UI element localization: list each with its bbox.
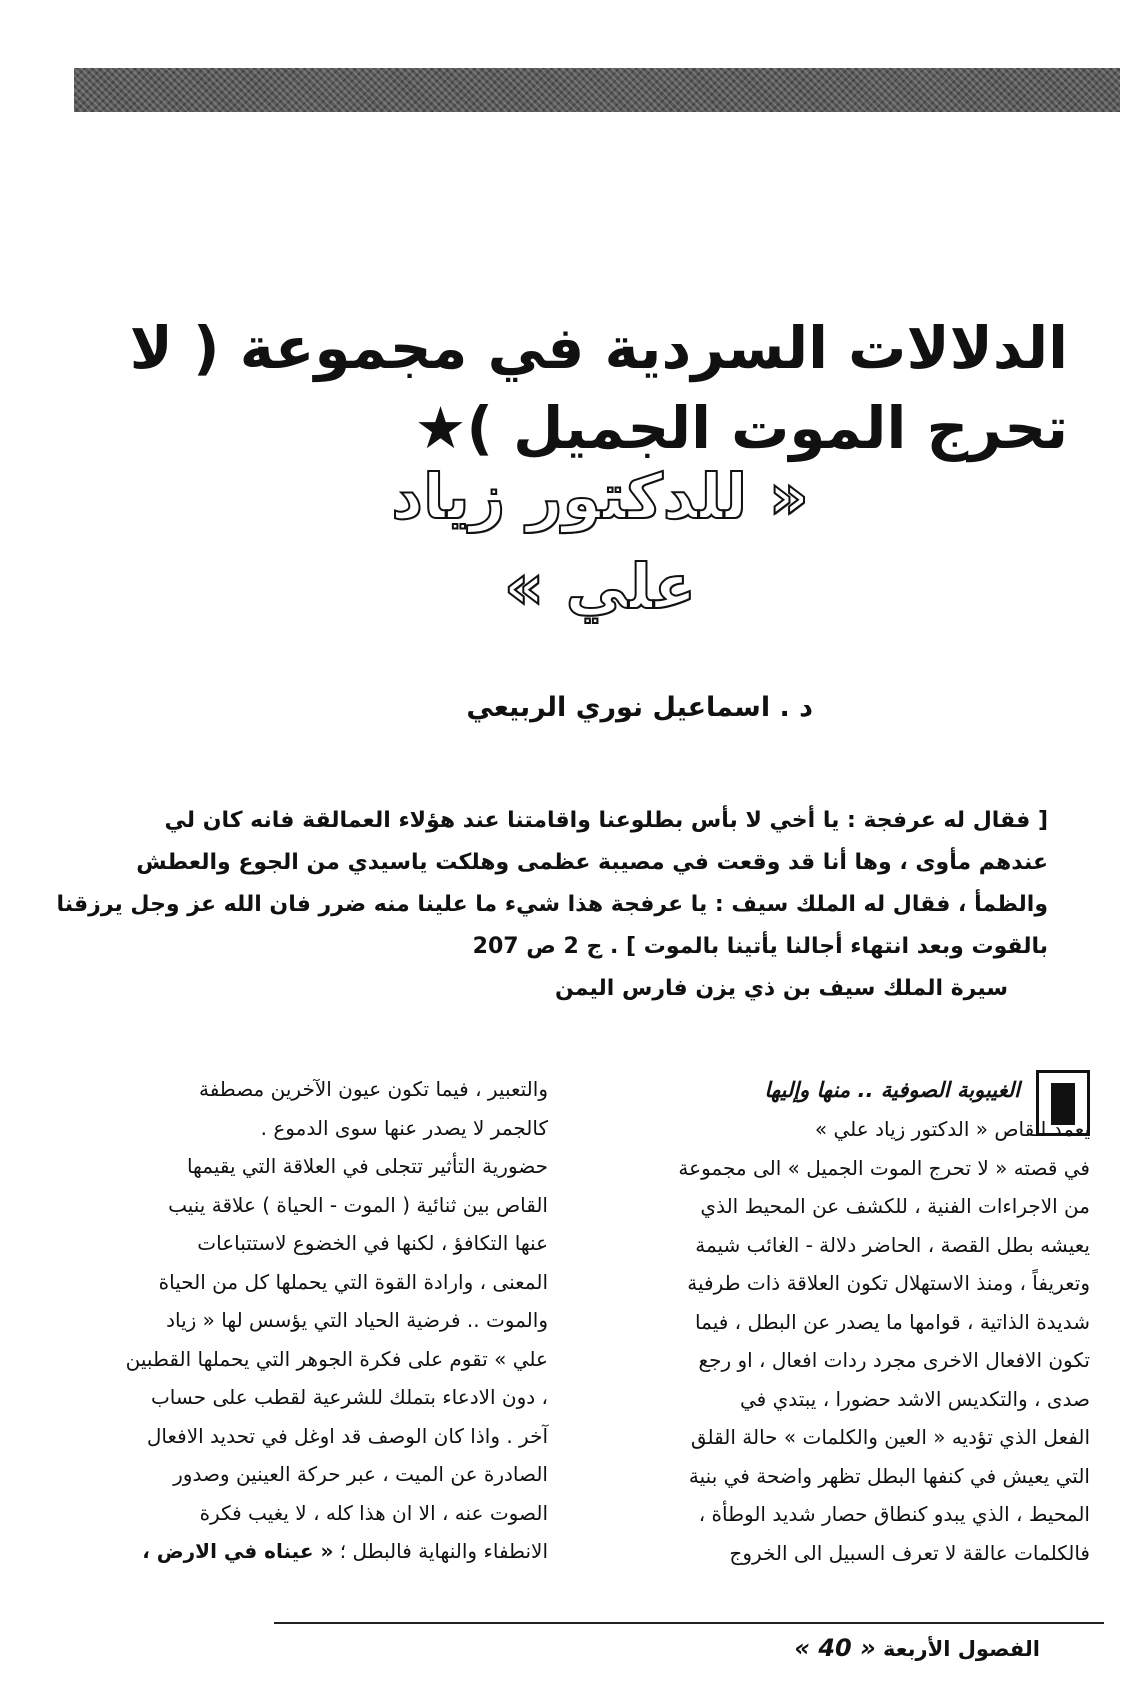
- paragraph-line: والتعبير ، فيما تكون عيون الآخرين مصطفة: [198, 1077, 548, 1101]
- right-column: [660, 1110, 1090, 1572]
- paragraph-line-last: [78, 1532, 548, 1571]
- paragraph-line: شديدة الذاتية ، قوامها ما يصدر عن البطل ، فيما: [695, 1309, 1090, 1334]
- quote-line: بالقوت وبعد انتهاء أجالنا يأتينا بالموت ] . ج 2 ص 207: [472, 934, 1048, 959]
- article-subtitle: « للدكتور زياد علي »: [391, 460, 809, 623]
- paragraph-line: من الاجراءات الفنية ، للكشف عن المحيط الذي: [700, 1194, 1090, 1218]
- paragraph-line: المحيط ، الذي يبدو كنطاق حصار شديد الوطأة ،: [698, 1502, 1090, 1526]
- paragraph-line: الفعل الذي تؤديه « العين والكلمات » حالة القلق: [690, 1425, 1090, 1449]
- article-title: الدلالات السردية في مجموعة ( لا تحرج الموت الجميل )★: [129, 314, 1068, 462]
- paragraph-line: في قصته « لا تحرج الموت الجميل » الى مجموعة: [678, 1155, 1090, 1180]
- footer-rule: [274, 1622, 1104, 1624]
- section-heading: الغيبوبة الصوفية .. منها وإليها: [764, 1078, 1020, 1102]
- page-number: « 40 »: [794, 1634, 876, 1662]
- paragraph-line: حضورية التأثير تتجلى في العلاقة التي يقيمها: [186, 1154, 548, 1178]
- paragraph-line: آخر . واذا كان الوصف قد اوغل في تحديد الافعال: [146, 1423, 548, 1448]
- paragraph-line: يعمد القاص « الدكتور زياد علي »: [814, 1117, 1090, 1141]
- paragraph-line: الصوت عنه ، الا ان هذا كله ، لا يغيب فكرة: [199, 1500, 548, 1525]
- bold-phrase: « عيناه في الارض ،: [142, 1539, 334, 1563]
- paragraph-line: التي يعيش في كنفها البطل تظهر واضحة في بنية: [688, 1463, 1090, 1488]
- paragraph-line: يعيشه بطل القصة ، الحاضر دلالة - الغائب شيمة: [695, 1232, 1090, 1257]
- paragraph-text: الانطفاء والنهاية فالبطل ؛: [339, 1539, 548, 1563]
- quote-line: عندهم مأوى ، وها أنا قد وقعت في مصيبة عظمى وهلكت ياسيدي من الجوع والعطش: [136, 850, 1048, 875]
- quote-line: [ فقال له عرفجة : يا أخي لا بأس بطلوعنا واقامتنا عند هؤلاء العمالقة فانه كان لي: [164, 808, 1048, 833]
- author-name: د . اسماعيل نوري الربيعي: [466, 692, 813, 723]
- paragraph-line: كالجمر لا يصدر عنها سوى الدموع .: [260, 1115, 548, 1140]
- paragraph-line: والموت .. فرضية الحياد التي يؤسس لها « زياد: [166, 1308, 548, 1332]
- page-footer: [794, 1630, 1040, 1667]
- quote-source: سيرة الملك سيف بن ذي يزن فارس اليمن: [555, 976, 1008, 1001]
- paragraph-line: القاص بين ثنائية ( الموت - الحياة ) علاقة ينيب: [168, 1192, 548, 1217]
- journal-name: الفصول الأربعة: [883, 1637, 1040, 1661]
- paragraph-line: علي » تقوم على فكرة الجوهر التي يحملها القطبين: [125, 1346, 548, 1371]
- epigraph-quote: [56, 800, 1048, 1010]
- paragraph-line: تكون الافعال الاخرى مجرد ردات افعال ، او رجع: [698, 1348, 1090, 1372]
- paragraph-line: الصادرة عن الميت ، عبر حركة العينين وصدور: [173, 1462, 548, 1486]
- decorative-top-banner: [74, 68, 1120, 112]
- paragraph-line: ، دون الادعاء بتملك للشرعية لقطب على حساب: [150, 1385, 548, 1409]
- paragraph-line: عنها التكافؤ ، لكنها في الخضوع لاستتباعات: [197, 1231, 548, 1255]
- paragraph-line: صدى ، والتكديس الاشد حضورا ، يبتدي في: [740, 1386, 1090, 1411]
- left-column: [78, 1070, 548, 1571]
- paragraph-line: وتعريفاً ، ومنذ الاستهلال تكون العلاقة ذات طرفية: [687, 1271, 1090, 1295]
- paragraph-line: فالكلمات عالقة لا تعرف السبيل الى الخروج: [729, 1540, 1090, 1565]
- quote-line: والظمأ ، فقال له الملك سيف : يا عرفجة هذا شيء ما علينا منه ضرر فان الله عز وجل يرزقنا: [56, 892, 1048, 917]
- paragraph-line: المعنى ، وارادة القوة التي يحملها كل من الحياة: [158, 1269, 548, 1294]
